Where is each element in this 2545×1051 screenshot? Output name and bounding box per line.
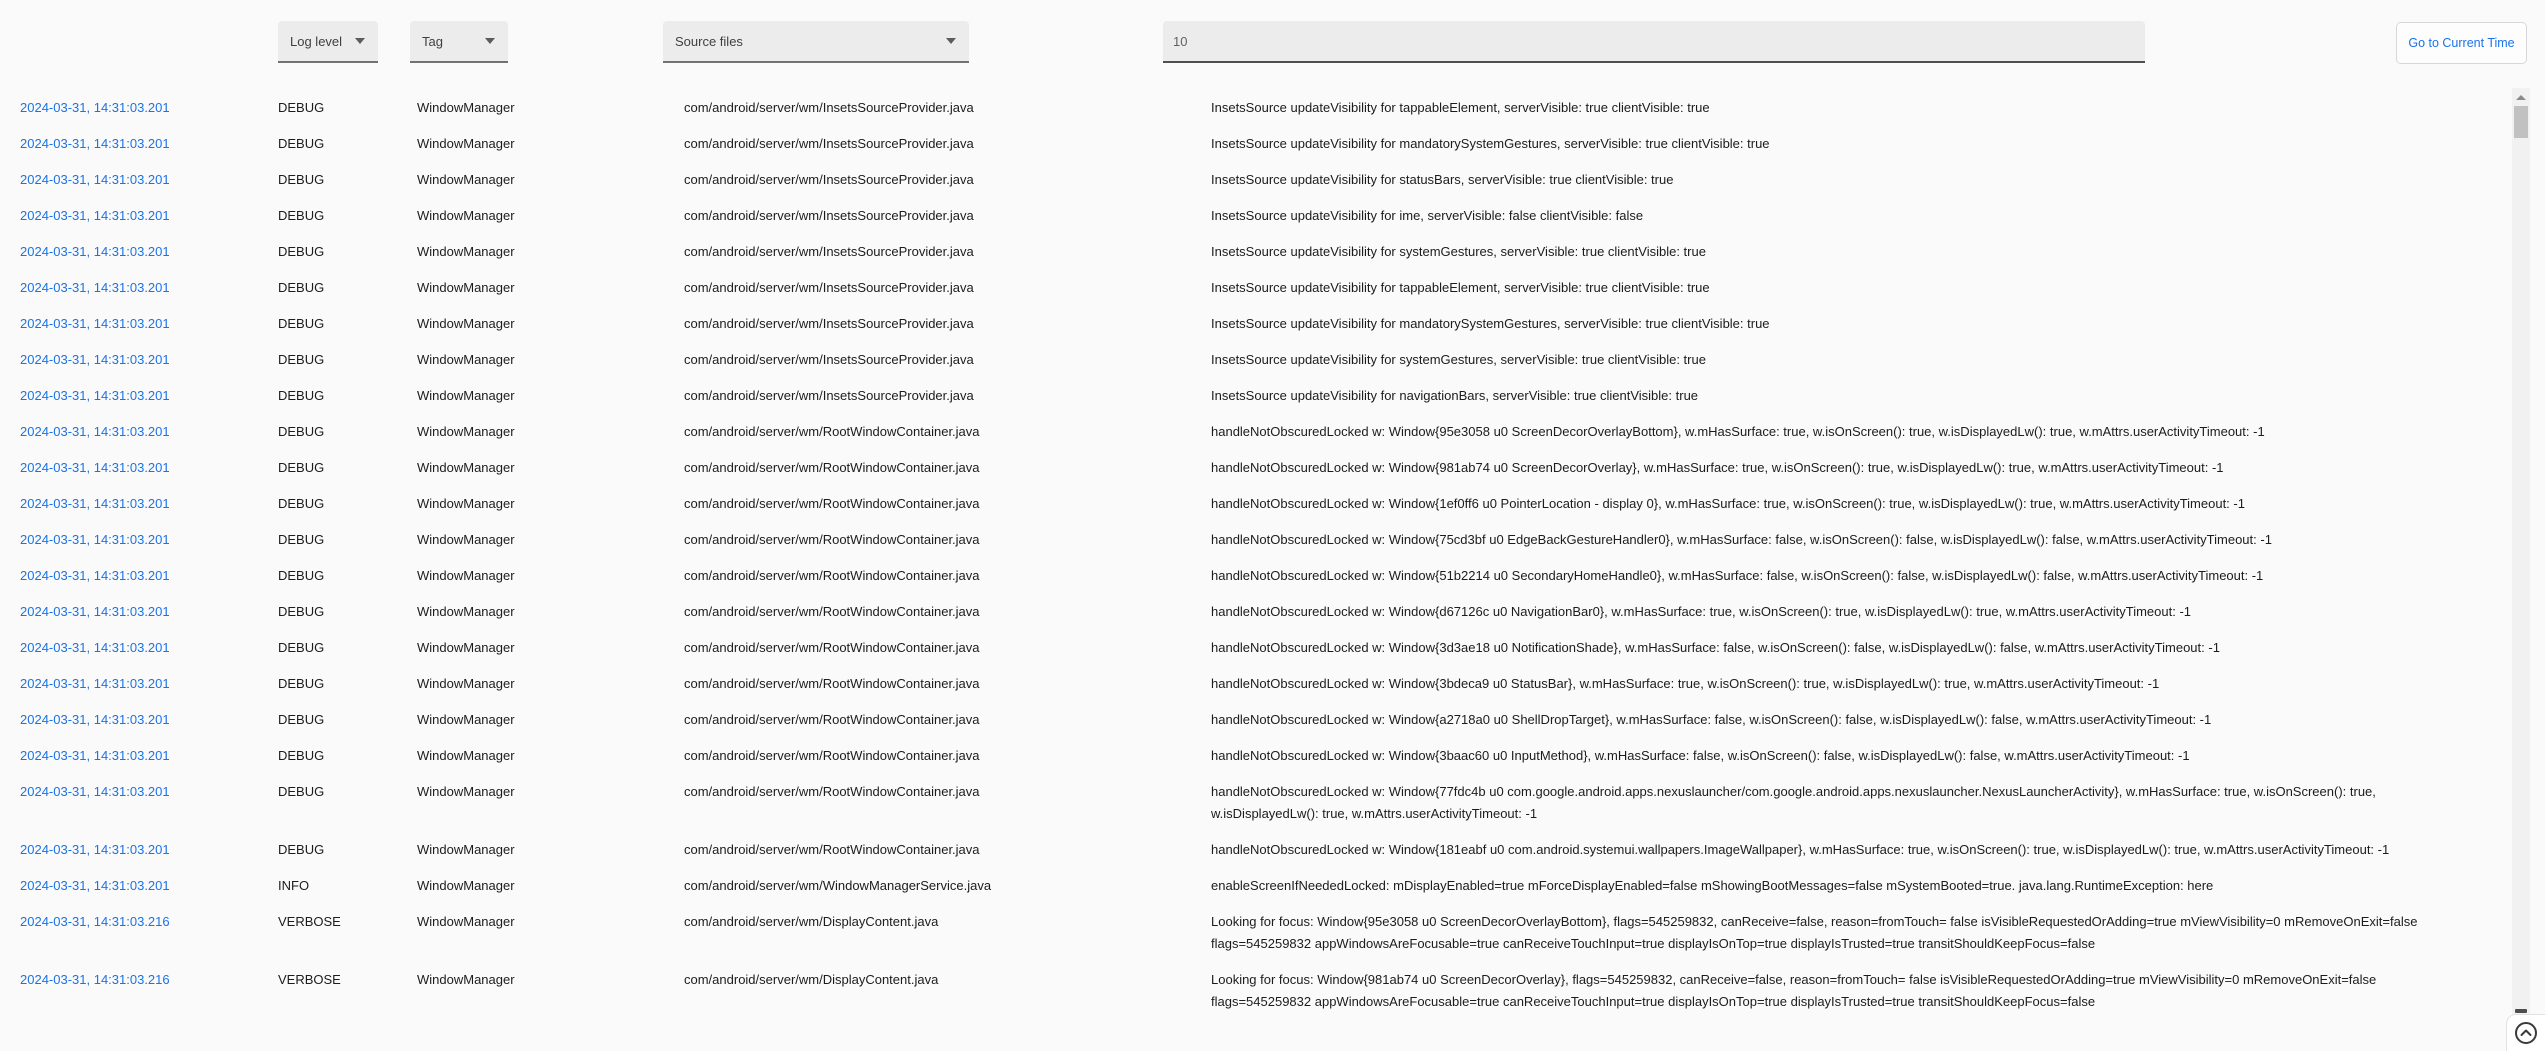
log-message-cell: InsetsSource updateVisibility for systemGestures, serverVisible: true clientVisible: true: [1211, 244, 1706, 259]
log-timestamp-link[interactable]: 2024-03-31, 14:31:03.201: [20, 172, 170, 187]
log-level-cell: DEBUG: [278, 712, 325, 727]
log-source-cell: com/android/server/wm/RootWindowContainer.java: [684, 640, 980, 655]
log-row: [0, 666, 2512, 702]
log-source-cell: com/android/server/wm/InsetsSourceProvider.java: [684, 208, 974, 223]
log-tag-cell: WindowManager: [417, 712, 515, 727]
log-level-cell: DEBUG: [278, 136, 325, 151]
log-row: [0, 90, 2512, 126]
log-message-cell: enableScreenIfNeededLocked: mDisplayEnabled=true mForceDisplayEnabled=false mShowingBootMessages=false mSystemBooted=true. java.lang.RuntimeException: here: [1211, 878, 2214, 893]
log-message-cell: handleNotObscuredLocked w: Window{181eabf u0 com.android.systemui.wallpapers.ImageWallpaper}, w.mHasSurface: true, w.isOnScreen(): true, w.isDisplayedLw(): true, w.mAttrs.userActivityTimeout: -1: [1211, 842, 2390, 857]
source-files-dropdown-label: Source files: [675, 33, 743, 49]
log-timestamp-cell: [20, 133, 278, 155]
log-tag-cell: WindowManager: [417, 172, 515, 187]
log-level-cell: DEBUG: [278, 352, 325, 367]
log-timestamp-link[interactable]: 2024-03-31, 14:31:03.201: [20, 640, 170, 655]
log-level-cell: DEBUG: [278, 568, 325, 583]
log-level-cell: DEBUG: [278, 748, 325, 763]
log-level-cell: INFO: [278, 878, 310, 893]
log-timestamp-cell: [20, 457, 278, 479]
log-timestamp-cell: [20, 529, 278, 551]
log-row: [0, 270, 2512, 306]
log-row: [0, 702, 2512, 738]
log-tag-cell: WindowManager: [417, 784, 515, 799]
log-row: [0, 832, 2512, 868]
log-message-cell: handleNotObscuredLocked w: Window{d67126c u0 NavigationBar0}, w.mHasSurface: true, w.isOnScreen(): true, w.isDisplayedLw(): true, w.mAttrs.userActivityTimeout: -1: [1211, 604, 2192, 619]
log-message-cell: handleNotObscuredLocked w: Window{3d3ae18 u0 NotificationShade}, w.mHasSurface: false, w.isOnScreen(): false, w.isDisplayedLw(): false, w.mAttrs.userActivityTimeout: -1: [1211, 640, 2220, 655]
scrollbar-thumb[interactable]: [2514, 106, 2528, 138]
log-source-cell: com/android/server/wm/InsetsSourceProvider.java: [684, 280, 974, 295]
log-level-cell: DEBUG: [278, 208, 325, 223]
log-tag-cell: WindowManager: [417, 532, 515, 547]
scrollbar-bottom-handle[interactable]: [2515, 1009, 2527, 1013]
log-message-cell: InsetsSource updateVisibility for tappableElement, serverVisible: true clientVisible: true: [1211, 100, 1710, 115]
log-timestamp-cell: [20, 169, 278, 191]
log-timestamp-link[interactable]: 2024-03-31, 14:31:03.201: [20, 748, 170, 763]
log-tag-cell: WindowManager: [417, 842, 515, 857]
log-row: [0, 868, 2512, 904]
log-tag-cell: WindowManager: [417, 640, 515, 655]
chevron-down-icon: [485, 38, 495, 44]
log-level-dropdown-label: Log level: [290, 33, 343, 49]
log-row: [0, 450, 2512, 486]
log-message-cell: handleNotObscuredLocked w: Window{981ab74 u0 ScreenDecorOverlay}, w.mHasSurface: true, w.isOnScreen(): true, w.isDisplayedLw(): true, w.mAttrs.userActivityTimeout: -1: [1211, 460, 2224, 475]
log-level-cell: DEBUG: [278, 640, 325, 655]
log-row: [0, 558, 2512, 594]
log-timestamp-cell: [20, 205, 278, 227]
log-tag-cell: WindowManager: [417, 568, 515, 583]
log-message-cell: InsetsSource updateVisibility for mandatorySystemGestures, serverVisible: true clientVisible: true: [1211, 316, 1770, 331]
log-tag-cell: WindowManager: [417, 208, 515, 223]
log-source-cell: com/android/server/wm/InsetsSourceProvider.java: [684, 352, 974, 367]
log-tag-cell: WindowManager: [417, 352, 515, 367]
log-row: [0, 414, 2512, 450]
jump-panel: [2506, 1014, 2545, 1051]
log-message-cell: InsetsSource updateVisibility for systemGestures, serverVisible: true clientVisible: true: [1211, 352, 1706, 367]
log-timestamp-link[interactable]: 2024-03-31, 14:31:03.201: [20, 784, 170, 799]
log-row: [0, 234, 2512, 270]
log-tag-cell: WindowManager: [417, 496, 515, 511]
log-timestamp-cell: [20, 601, 278, 623]
log-message-cell: handleNotObscuredLocked w: Window{75cd3bf u0 EdgeBackGestureHandler0}, w.mHasSurface: false, w.isOnScreen(): false, w.isDisplayedLw(): false, w.mAttrs.userActivityTimeout: -1: [1211, 532, 2272, 547]
log-source-cell: com/android/server/wm/RootWindowContainer.java: [684, 676, 980, 691]
log-level-cell: DEBUG: [278, 676, 325, 691]
log-source-cell: com/android/server/wm/InsetsSourceProvider.java: [684, 316, 974, 331]
log-tag-cell: WindowManager: [417, 136, 515, 151]
log-timestamp-link[interactable]: 2024-03-31, 14:31:03.201: [20, 712, 170, 727]
log-row: [0, 162, 2512, 198]
log-row: [0, 342, 2512, 378]
log-row: [0, 306, 2512, 342]
log-timestamp-link[interactable]: 2024-03-31, 14:31:03.216: [20, 972, 170, 987]
log-timestamp-link[interactable]: 2024-03-31, 14:31:03.201: [20, 424, 170, 439]
log-message-cell: handleNotObscuredLocked w: Window{1ef0ff6 u0 PointerLocation - display 0}, w.mHasSurface: true, w.isOnScreen(): true, w.isDisplayedLw(): true, w.mAttrs.userActivityTimeout: -1: [1211, 496, 2245, 511]
log-row: [0, 522, 2512, 558]
log-timestamp-link[interactable]: 2024-03-31, 14:31:03.201: [20, 244, 170, 259]
log-row: [0, 486, 2512, 522]
log-source-cell: com/android/server/wm/RootWindowContainer.java: [684, 532, 980, 547]
log-source-cell: com/android/server/wm/InsetsSourceProvider.java: [684, 244, 974, 259]
log-tag-cell: WindowManager: [417, 280, 515, 295]
log-message-cell: handleNotObscuredLocked w: Window{95e3058 u0 ScreenDecorOverlayBottom}, w.mHasSurface: true, w.isOnScreen(): true, w.isDisplayedLw(): true, w.mAttrs.userActivityTimeout: -1: [1211, 424, 2265, 439]
log-timestamp-cell: [20, 709, 278, 731]
log-timestamp-cell: [20, 421, 278, 443]
log-level-cell: DEBUG: [278, 532, 325, 547]
log-timestamp-link[interactable]: 2024-03-31, 14:31:03.201: [20, 388, 170, 403]
log-timestamp-cell: [20, 969, 278, 991]
log-message-cell: InsetsSource updateVisibility for navigationBars, serverVisible: true clientVisible: true: [1211, 388, 1699, 403]
log-timestamp-link[interactable]: 2024-03-31, 14:31:03.201: [20, 352, 170, 367]
log-tag-cell: WindowManager: [417, 100, 515, 115]
log-row: [0, 630, 2512, 666]
log-timestamp-link[interactable]: 2024-03-31, 14:31:03.201: [20, 568, 170, 583]
log-timestamp-cell: [20, 565, 278, 587]
log-timestamp-link[interactable]: 2024-03-31, 14:31:03.201: [20, 316, 170, 331]
log-source-cell: com/android/server/wm/RootWindowContainer.java: [684, 568, 980, 583]
log-source-cell: com/android/server/wm/RootWindowContainer.java: [684, 784, 980, 799]
tag-dropdown-label: Tag: [422, 33, 443, 49]
log-message-cell: handleNotObscuredLocked w: Window{3baac60 u0 InputMethod}, w.mHasSurface: false, w.isOnScreen(): false, w.isDisplayedLw(): false, w.mAttrs.userActivityTimeout: -1: [1211, 748, 2190, 763]
vertical-scrollbar[interactable]: [2512, 88, 2530, 1015]
log-timestamp-cell: [20, 313, 278, 335]
chevron-up-circle-icon: [2513, 1020, 2539, 1046]
log-timestamp-link[interactable]: 2024-03-31, 14:31:03.201: [20, 676, 170, 691]
log-tag-cell: WindowManager: [417, 676, 515, 691]
log-level-cell: VERBOSE: [278, 914, 341, 929]
log-rows: [0, 90, 2512, 1020]
log-timestamp-cell: [20, 493, 278, 515]
log-source-cell: com/android/server/wm/RootWindowContainer.java: [684, 496, 980, 511]
log-source-cell: com/android/server/wm/RootWindowContainer.java: [684, 460, 980, 475]
log-tag-cell: WindowManager: [417, 460, 515, 475]
log-message-cell: handleNotObscuredLocked w: Window{51b2214 u0 SecondaryHomeHandle0}, w.mHasSurface: false, w.isOnScreen(): false, w.isDisplayedLw(): false, w.mAttrs.userActivityTimeout: -1: [1211, 568, 2264, 583]
log-level-cell: DEBUG: [278, 100, 325, 115]
log-tag-cell: WindowManager: [417, 914, 515, 929]
log-message-cell: InsetsSource updateVisibility for statusBars, serverVisible: true clientVisible: true: [1211, 172, 1674, 187]
log-tag-cell: WindowManager: [417, 424, 515, 439]
log-timestamp-cell: [20, 349, 278, 371]
log-timestamp-cell: [20, 97, 278, 119]
log-tag-cell: WindowManager: [417, 388, 515, 403]
log-timestamp-link[interactable]: 2024-03-31, 14:31:03.201: [20, 208, 170, 223]
log-source-cell: com/android/server/wm/RootWindowContainer.java: [684, 842, 980, 857]
log-level-cell: DEBUG: [278, 316, 325, 331]
scrollbar-up-arrow-icon[interactable]: [2516, 95, 2526, 100]
log-tag-cell: WindowManager: [417, 748, 515, 763]
limit-input[interactable]: [1163, 21, 2145, 63]
log-source-cell: com/android/server/wm/RootWindowContainer.java: [684, 712, 980, 727]
log-timestamp-link[interactable]: 2024-03-31, 14:31:03.201: [20, 136, 170, 151]
log-timestamp-cell: [20, 241, 278, 263]
log-tag-cell: WindowManager: [417, 316, 515, 331]
log-source-cell: com/android/server/wm/WindowManagerService.java: [684, 878, 992, 893]
log-source-cell: com/android/server/wm/InsetsSourceProvider.java: [684, 172, 974, 187]
log-message-cell: Looking for focus: Window{981ab74 u0 ScreenDecorOverlay}, flags=545259832, canReceive=false, reason=fromTouch= false isVisibleRequestedOrAdding=true mViewVisibility=0 mRemoveOnExit=false flags=545259832 appWindowsAreFocusable=true canReceiveTouchInput=true displayIsOnTop=true displayIsTrusted=true transitShouldKeepFocus=false: [1211, 972, 2377, 1009]
chevron-down-icon: [355, 38, 365, 44]
log-row: [0, 198, 2512, 234]
log-row: [0, 126, 2512, 162]
log-timestamp-link[interactable]: 2024-03-31, 14:31:03.201: [20, 842, 170, 857]
log-row: [0, 594, 2512, 630]
chevron-down-icon: [946, 38, 956, 44]
log-row: [0, 962, 2512, 1020]
log-source-cell: com/android/server/wm/InsetsSourceProvider.java: [684, 388, 974, 403]
log-source-cell: com/android/server/wm/RootWindowContainer.java: [684, 424, 980, 439]
log-timestamp-link[interactable]: 2024-03-31, 14:31:03.201: [20, 280, 170, 295]
log-timestamp-link[interactable]: 2024-03-31, 14:31:03.201: [20, 604, 170, 619]
log-tag-cell: WindowManager: [417, 244, 515, 259]
log-level-cell: DEBUG: [278, 784, 325, 799]
log-timestamp-cell: [20, 385, 278, 407]
log-timestamp-cell: [20, 745, 278, 767]
log-timestamp-cell: [20, 637, 278, 659]
log-level-cell: DEBUG: [278, 388, 325, 403]
log-timestamp-link[interactable]: 2024-03-31, 14:31:03.201: [20, 496, 170, 511]
log-level-cell: DEBUG: [278, 280, 325, 295]
log-timestamp-cell: [20, 781, 278, 803]
log-timestamp-cell: [20, 875, 278, 897]
log-message-cell: handleNotObscuredLocked w: Window{77fdc4b u0 com.google.android.apps.nexuslauncher/com.google.android.apps.nexuslauncher.NexusLauncherActivity}, w.mHasSurface: true, w.isOnScreen(): true, w.isDisplayedLw(): true, w.mAttrs.userActivityTimeout: -1: [1211, 784, 2376, 821]
log-source-cell: com/android/server/wm/RootWindowContainer.java: [684, 748, 980, 763]
source-files-dropdown[interactable]: [663, 21, 969, 63]
log-tag-cell: WindowManager: [417, 604, 515, 619]
log-tag-cell: WindowManager: [417, 878, 515, 893]
log-row: [0, 904, 2512, 962]
tag-dropdown[interactable]: [410, 21, 508, 63]
log-timestamp-link[interactable]: 2024-03-31, 14:31:03.201: [20, 532, 170, 547]
log-row: [0, 378, 2512, 414]
log-timestamp-link[interactable]: 2024-03-31, 14:31:03.201: [20, 460, 170, 475]
log-level-cell: DEBUG: [278, 460, 325, 475]
log-level-cell: VERBOSE: [278, 972, 341, 987]
log-timestamp-link[interactable]: 2024-03-31, 14:31:03.201: [20, 100, 170, 115]
log-message-cell: InsetsSource updateVisibility for mandatorySystemGestures, serverVisible: true clientVisible: true: [1211, 136, 1770, 151]
log-level-cell: DEBUG: [278, 172, 325, 187]
log-source-cell: com/android/server/wm/DisplayContent.java: [684, 972, 939, 987]
log-row: [0, 774, 2512, 832]
log-row: [0, 738, 2512, 774]
log-level-cell: DEBUG: [278, 244, 325, 259]
log-message-cell: InsetsSource updateVisibility for ime, serverVisible: false clientVisible: false: [1211, 208, 1644, 223]
log-source-cell: com/android/server/wm/DisplayContent.java: [684, 914, 939, 929]
log-source-cell: com/android/server/wm/InsetsSourceProvider.java: [684, 100, 974, 115]
log-timestamp-link[interactable]: 2024-03-31, 14:31:03.201: [20, 878, 170, 893]
log-level-cell: DEBUG: [278, 424, 325, 439]
log-message-cell: InsetsSource updateVisibility for tappableElement, serverVisible: true clientVisible: true: [1211, 280, 1710, 295]
log-level-cell: DEBUG: [278, 604, 325, 619]
log-tag-cell: WindowManager: [417, 972, 515, 987]
log-message-cell: handleNotObscuredLocked w: Window{3bdeca9 u0 StatusBar}, w.mHasSurface: true, w.isOnScreen(): true, w.isDisplayedLw(): true, w.mAttrs.userActivityTimeout: -1: [1211, 676, 2160, 691]
go-to-current-time-button[interactable]: Go to Current Time: [2396, 22, 2527, 64]
log-timestamp-cell: [20, 839, 278, 861]
log-timestamp-cell: [20, 277, 278, 299]
log-timestamp-cell: [20, 673, 278, 695]
log-message-cell: Looking for focus: Window{95e3058 u0 ScreenDecorOverlayBottom}, flags=545259832, canReceive=false, reason=fromTouch= false isVisibleRequestedOrAdding=true mViewVisibility=0 mRemoveOnExit=false flags=545259832 appWindowsAreFocusable=true canReceiveTouchInput=true displayIsOnTop=true displayIsTrusted=true transitShouldKeepFocus=false: [1211, 914, 2418, 951]
log-message-cell: handleNotObscuredLocked w: Window{a2718a0 u0 ShellDropTarget}, w.mHasSurface: false, w.isOnScreen(): false, w.isDisplayedLw(): false, w.mAttrs.userActivityTimeout: -1: [1211, 712, 2212, 727]
log-level-cell: DEBUG: [278, 496, 325, 511]
log-level-dropdown[interactable]: [278, 21, 378, 63]
scroll-to-top-button[interactable]: [2513, 1020, 2539, 1046]
log-source-cell: com/android/server/wm/RootWindowContainer.java: [684, 604, 980, 619]
log-level-cell: DEBUG: [278, 842, 325, 857]
log-timestamp-cell: [20, 911, 278, 933]
log-source-cell: com/android/server/wm/InsetsSourceProvider.java: [684, 136, 974, 151]
log-timestamp-link[interactable]: 2024-03-31, 14:31:03.216: [20, 914, 170, 929]
